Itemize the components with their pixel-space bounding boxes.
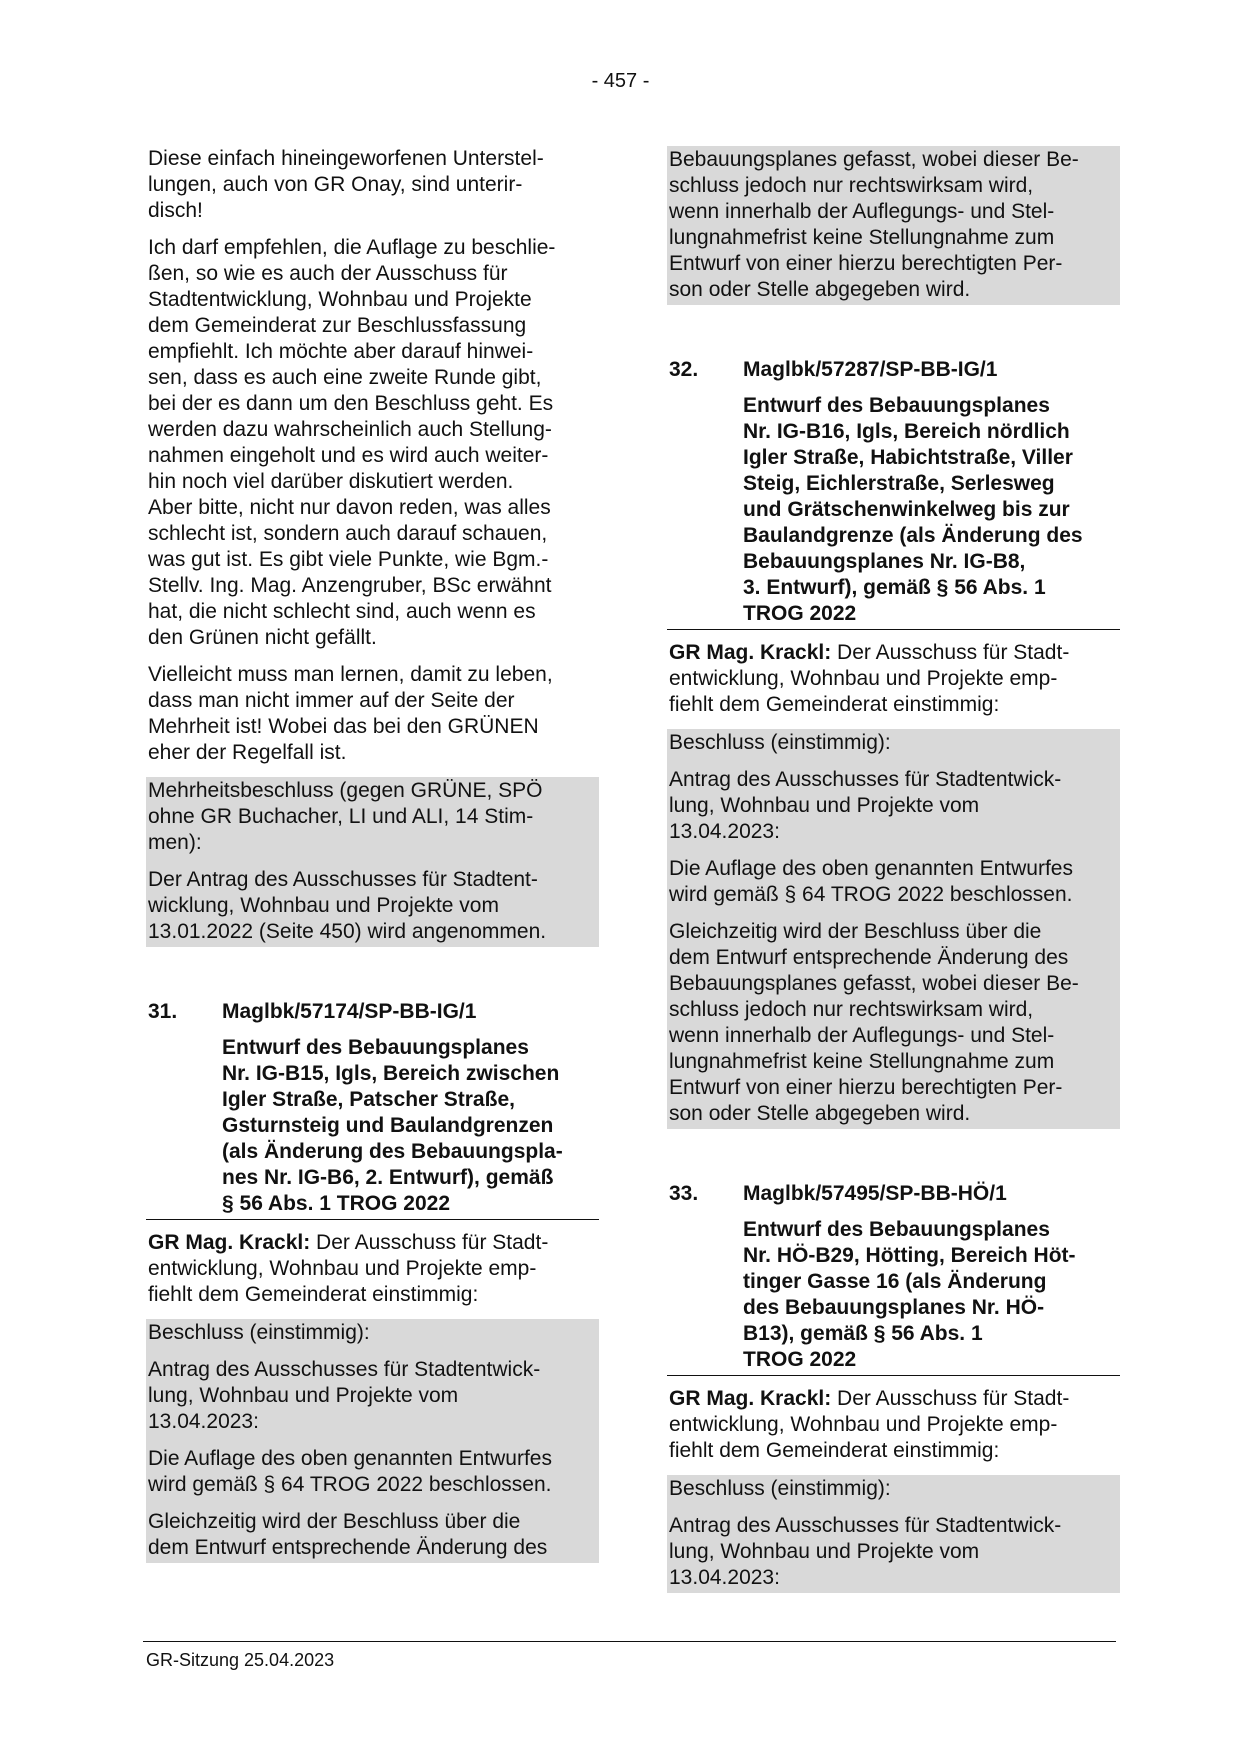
agenda-item-33 <box>667 1181 1120 1593</box>
agenda-item-code: Maglbk/57174/SP-BB-IG/1 <box>222 1000 477 1023</box>
resolution-text: Beschluss (einstimmig): <box>669 731 891 754</box>
statement-text: Der Ausschuss für Stadt- entwicklung, Wohnbau und Projekte emp- fiehlt dem Gemeinderat einstimmig: <box>669 1387 1070 1462</box>
resolution-text: Bebauungsplanes gefasst, wobei dieser Be- schluss jedoch nur rechtswirksam wird, wenn innerhalb der Auflegungs- und Stel- lungnahmefrist keine Stellungnahme zum Entwurf von einer hierzu berechtigten Per- son oder Stelle abgegeben wird. <box>669 148 1079 301</box>
resolution-text: Beschluss (einstimmig): <box>669 1477 891 1500</box>
speaker-statement <box>667 640 1120 718</box>
left-column <box>146 146 599 1563</box>
speaker-statement <box>667 1386 1120 1464</box>
resolution-box <box>146 1319 599 1563</box>
agenda-item-number: 31. <box>148 1000 178 1023</box>
divider <box>667 1375 1120 1376</box>
paragraph: Diese einfach hineingeworfenen Unterstel- lungen, auch von GR Onay, sind unterir- disch! <box>148 147 544 222</box>
agenda-item-heading <box>146 999 599 1025</box>
vote-result: Mehrheitsbeschluss (gegen GRÜNE, SPÖ ohne GR Buchacher, LI und ALI, 14 Stim- men): <box>148 779 543 854</box>
agenda-item-title: Entwurf des Bebauungsplanes Nr. IG-B15, Igls, Bereich zwischen Igler Straße, Patscher Straße, Gsturnsteig und Baulandgrenzen (als Änderung des Bebauungspla- nes Nr. IG-B6, 2. Entwurf), gemäß § 56 Abs. 1 TROG 2022 <box>222 1036 563 1215</box>
agenda-item-number: 33. <box>669 1182 699 1205</box>
resolution-text: Die Auflage des oben genannten Entwurfes wird gemäß § 64 TROG 2022 beschlossen. <box>669 857 1073 906</box>
speaker-statement <box>146 1230 599 1308</box>
resolution-text: Antrag des Ausschusses für Stadtentwick- lung, Wohnbau und Projekte vom 13.04.2023: <box>669 1514 1062 1589</box>
agenda-item-31 <box>146 999 599 1563</box>
statement-text: Der Ausschuss für Stadt- entwicklung, Wohnbau und Projekte emp- fiehlt dem Gemeinderat einstimmig: <box>148 1231 549 1306</box>
resolution-text: Beschluss (einstimmig): <box>148 1321 370 1344</box>
resolution-text: Gleichzeitig wird der Beschluss über die dem Entwurf entsprechende Änderung des Bebauungsplanes gefasst, wobei dieser Be- schluss jedoch nur rechtswirksam wird, wenn innerhalb der Auflegungs- und Stel- lungnahmefrist keine Stellungnahme zum Entwurf von einer hierzu berechtigten Per- son oder Stelle abgegeben wird. <box>669 920 1079 1125</box>
agenda-item-32 <box>667 357 1120 1129</box>
speaker-name: GR Mag. Krackl: <box>669 1387 832 1410</box>
resolution-text: Gleichzeitig wird der Beschluss über die dem Entwurf entsprechende Änderung des <box>148 1510 548 1559</box>
resolution-text: Antrag des Ausschusses für Stadtentwick- lung, Wohnbau und Projekte vom 13.04.2023: <box>669 768 1062 843</box>
agenda-item-title: Entwurf des Bebauungsplanes Nr. HÖ-B29, Hötting, Bereich Höt- tinger Gasse 16 (als Änderung des Bebauungsplanes Nr. HÖ- B13), gemäß § 56 Abs. 1 TROG 2022 <box>743 1218 1076 1371</box>
resolution-continuation-box <box>667 146 1120 305</box>
speaker-name: GR Mag. Krackl: <box>148 1231 311 1254</box>
vote-result-box <box>146 777 599 947</box>
resolution-box <box>667 729 1120 1129</box>
agenda-item-code: Maglbk/57287/SP-BB-IG/1 <box>743 358 998 381</box>
paragraph: Vielleicht muss man lernen, damit zu leben, dass man nicht immer auf der Seite der Mehrheit ist! Wobei das bei den GRÜNEN eher der Regelfall ist. <box>148 663 553 764</box>
speaker-name: GR Mag. Krackl: <box>669 641 832 664</box>
agenda-item-heading <box>667 1181 1120 1207</box>
divider <box>667 629 1120 630</box>
agenda-item-code: Maglbk/57495/SP-BB-HÖ/1 <box>743 1182 1007 1205</box>
agenda-item-number: 32. <box>669 358 699 381</box>
resolution-text: Antrag des Ausschusses für Stadtentwick- lung, Wohnbau und Projekte vom 13.04.2023: <box>148 1358 541 1433</box>
agenda-item-heading <box>667 357 1120 383</box>
statement-text: Der Ausschuss für Stadt- entwicklung, Wohnbau und Projekte emp- fiehlt dem Gemeinderat einstimmig: <box>669 641 1070 716</box>
footer-divider <box>143 1641 1116 1642</box>
paragraph: Ich darf empfehlen, die Auflage zu beschlie- ßen, so wie es auch der Ausschuss für Stadtentwicklung, Wohnbau und Projekte dem Gemeinderat zur Beschlussfassung empfiehlt. Ich möchte aber darauf hinwei- sen, dass es auch eine zweite Runde gibt, bei der es dann um den Beschluss geht. Es werden dazu wahrscheinlich auch Stellung- nahmen eingeholt und es wird auch weiter- hin noch viel darüber diskutiert werden. Aber bitte, nicht nur davon reden, was alles schlecht ist, sondern auch darauf schauen, was gut ist. Es gibt viele Punkte, wie Bgm.- Stellv. Ing. Mag. Anzengruber, BSc erwähnt hat, die nicht schlecht sind, auch wenn es den Grünen nicht gefällt. <box>148 236 556 649</box>
right-column <box>667 146 1120 1593</box>
divider <box>146 1219 599 1220</box>
page-number: - 457 - <box>591 70 650 92</box>
vote-result-text: Der Antrag des Ausschusses für Stadtent- wicklung, Wohnbau und Projekte vom 13.01.2022 (Seite 450) wird angenommen. <box>148 868 547 943</box>
resolution-box <box>667 1475 1120 1593</box>
resolution-text: Die Auflage des oben genannten Entwurfes wird gemäß § 64 TROG 2022 beschlossen. <box>148 1447 552 1496</box>
agenda-item-title: Entwurf des Bebauungsplanes Nr. IG-B16, Igls, Bereich nördlich Igler Straße, Habichtstraße, Viller Steig, Eichlerstraße, Serlesweg und Grätschenwinkelweg bis zur Baulandgrenze (als Änderung des Bebauungsplanes Nr. IG-B8, 3. Entwurf), gemäß § 56 Abs. 1 TROG 2022 <box>743 394 1083 625</box>
footer-text: GR-Sitzung 25.04.2023 <box>146 1650 335 1670</box>
